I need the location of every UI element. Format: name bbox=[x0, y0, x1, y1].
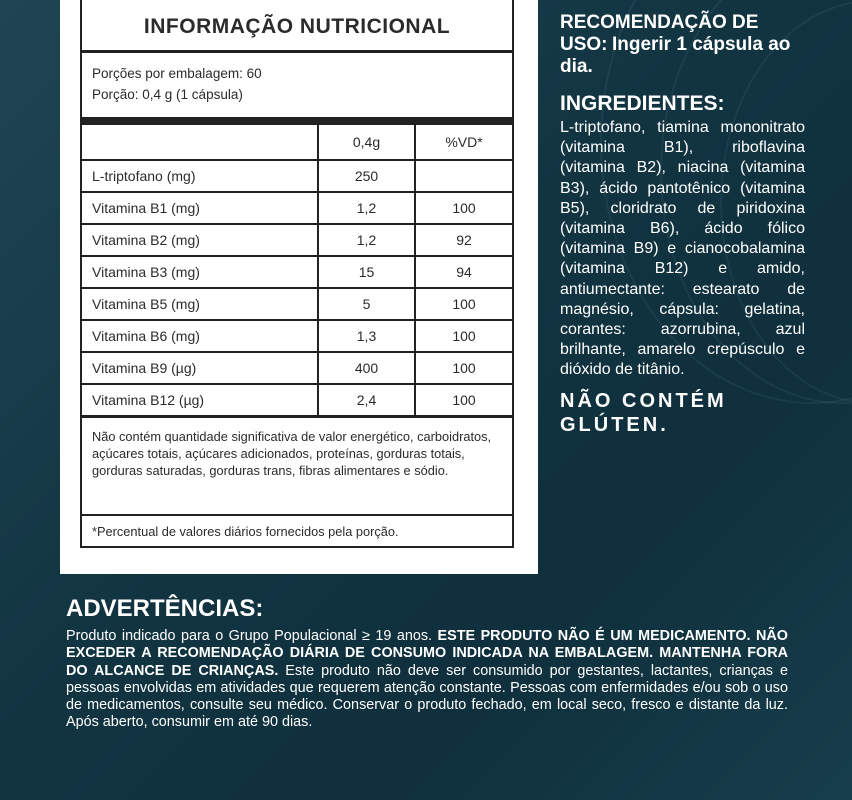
nutrient-amount: 1,2 bbox=[318, 192, 415, 224]
nutrient-label: Vitamina B2 (mg) bbox=[82, 224, 318, 256]
warnings-intro: Produto indicado para o Grupo Populacional ≥ 19 anos. bbox=[66, 628, 438, 644]
nutrient-amount: 1,3 bbox=[318, 320, 415, 352]
nutrient-label: Vitamina B1 (mg) bbox=[82, 192, 318, 224]
warnings-section bbox=[66, 594, 788, 732]
table-row bbox=[82, 160, 512, 192]
nutrient-amount: 2,4 bbox=[318, 384, 415, 417]
nutrition-title: INFORMAÇÃO NUTRICIONAL bbox=[143, 15, 451, 38]
right-column bbox=[560, 12, 805, 437]
table-row bbox=[82, 192, 512, 224]
table-row bbox=[82, 224, 512, 256]
nutrition-table bbox=[82, 125, 512, 418]
nutrient-vd: 100 bbox=[415, 384, 512, 417]
table-row bbox=[82, 288, 512, 320]
nutrient-label: Vitamina B3 (mg) bbox=[82, 256, 318, 288]
nutrient-vd: 100 bbox=[415, 288, 512, 320]
nutrient-label: Vitamina B9 (µg) bbox=[82, 352, 318, 384]
recommendation-text: Ingerir 1 cápsula ao dia. bbox=[560, 34, 791, 77]
ingredients-text: L-triptofano, tiamina mononitrato (vitamina B1), riboflavina (vitamina B2), niacina (vitamina B3), ácido pantotênico (vitamina B5), cloridrato de piridoxina (vitamina B6), ácido fólico (vitamina B9) e cianocobalamina (vitamina B12) e amido, antiumectante: estearato de magnésio, cápsula: gelatina, corantes: azorrubina, azul brilhante, amarelo crepúsculo e dióxido de titânio. bbox=[560, 119, 805, 379]
table-row bbox=[82, 320, 512, 352]
warnings-text bbox=[66, 628, 788, 732]
header-empty-cell bbox=[82, 125, 318, 160]
nutrient-amount: 250 bbox=[318, 160, 415, 192]
recommendation-heading: RECOMENDAÇÃO DE USO: bbox=[560, 12, 759, 55]
nutrient-amount: 1,2 bbox=[318, 224, 415, 256]
nutrient-vd bbox=[415, 160, 512, 192]
nutrient-amount: 15 bbox=[318, 256, 415, 288]
table-row bbox=[82, 256, 512, 288]
nutrient-vd: 100 bbox=[415, 320, 512, 352]
nutrient-label: Vitamina B12 (µg) bbox=[82, 384, 318, 417]
nutrient-vd: 100 bbox=[415, 192, 512, 224]
nutrient-vd: 94 bbox=[415, 256, 512, 288]
recommendation-block bbox=[560, 12, 805, 78]
serving-info bbox=[82, 53, 512, 105]
nutrient-amount: 400 bbox=[318, 352, 415, 384]
warnings-heading: ADVERTÊNCIAS: bbox=[66, 595, 264, 622]
nutrient-label: Vitamina B5 (mg) bbox=[82, 288, 318, 320]
nutrition-panel bbox=[60, 0, 538, 574]
nutrient-vd: 92 bbox=[415, 224, 512, 256]
header-vd: %VD* bbox=[415, 125, 512, 160]
vd-footnote: *Percentual de valores diários fornecidos pela porção. bbox=[92, 524, 399, 539]
warnings-bold: ESTE PRODUTO NÃO É UM MEDICAMENTO. NÃO EXCEDER A RECOMENDAÇÃO DIÁRIA DE CONSUMO INDICADA NA EMBALAGEM. MANTENHA FORA DO ALCANCE DE CRIANÇAS. bbox=[66, 628, 789, 679]
servings-per-package: Porções por embalagem: 60 bbox=[92, 66, 262, 81]
table-header-row bbox=[82, 125, 512, 160]
gluten-free-note: NÃO CONTÉM GLÚTEN. bbox=[560, 389, 727, 436]
table-row bbox=[82, 352, 512, 384]
nutrition-facts-box bbox=[80, 0, 514, 548]
ingredients-heading: INGREDIENTES: bbox=[560, 92, 725, 115]
table-row bbox=[82, 384, 512, 417]
nutrient-label: L-triptofano (mg) bbox=[82, 160, 318, 192]
nutrient-label: Vitamina B6 (mg) bbox=[82, 320, 318, 352]
header-amount: 0,4g bbox=[318, 125, 415, 160]
nutrient-amount: 5 bbox=[318, 288, 415, 320]
not-significant-note: Não contém quantidade significativa de valor energético, carboidratos, açúcares totais, açúcares adicionados, proteínas, gorduras totais, gorduras saturadas, gorduras trans, fibras alimentares e sódio. bbox=[92, 429, 492, 478]
nutrient-vd: 100 bbox=[415, 352, 512, 384]
serving-size: Porção: 0,4 g (1 cápsula) bbox=[92, 87, 243, 102]
warnings-rest: Este produto não deve ser consumido por gestantes, lactantes, crianças e pessoas envolvidas em atividades que requerem atenção constante. Pessoas com enfermidades e/ou sob o uso de medicamentos, consulte seu médico. Conservar o produto fechado, em local seco, fresco e distante da luz. Após aberto, consumir em até 90 dias. bbox=[66, 662, 788, 731]
divider-heavy bbox=[82, 117, 512, 125]
